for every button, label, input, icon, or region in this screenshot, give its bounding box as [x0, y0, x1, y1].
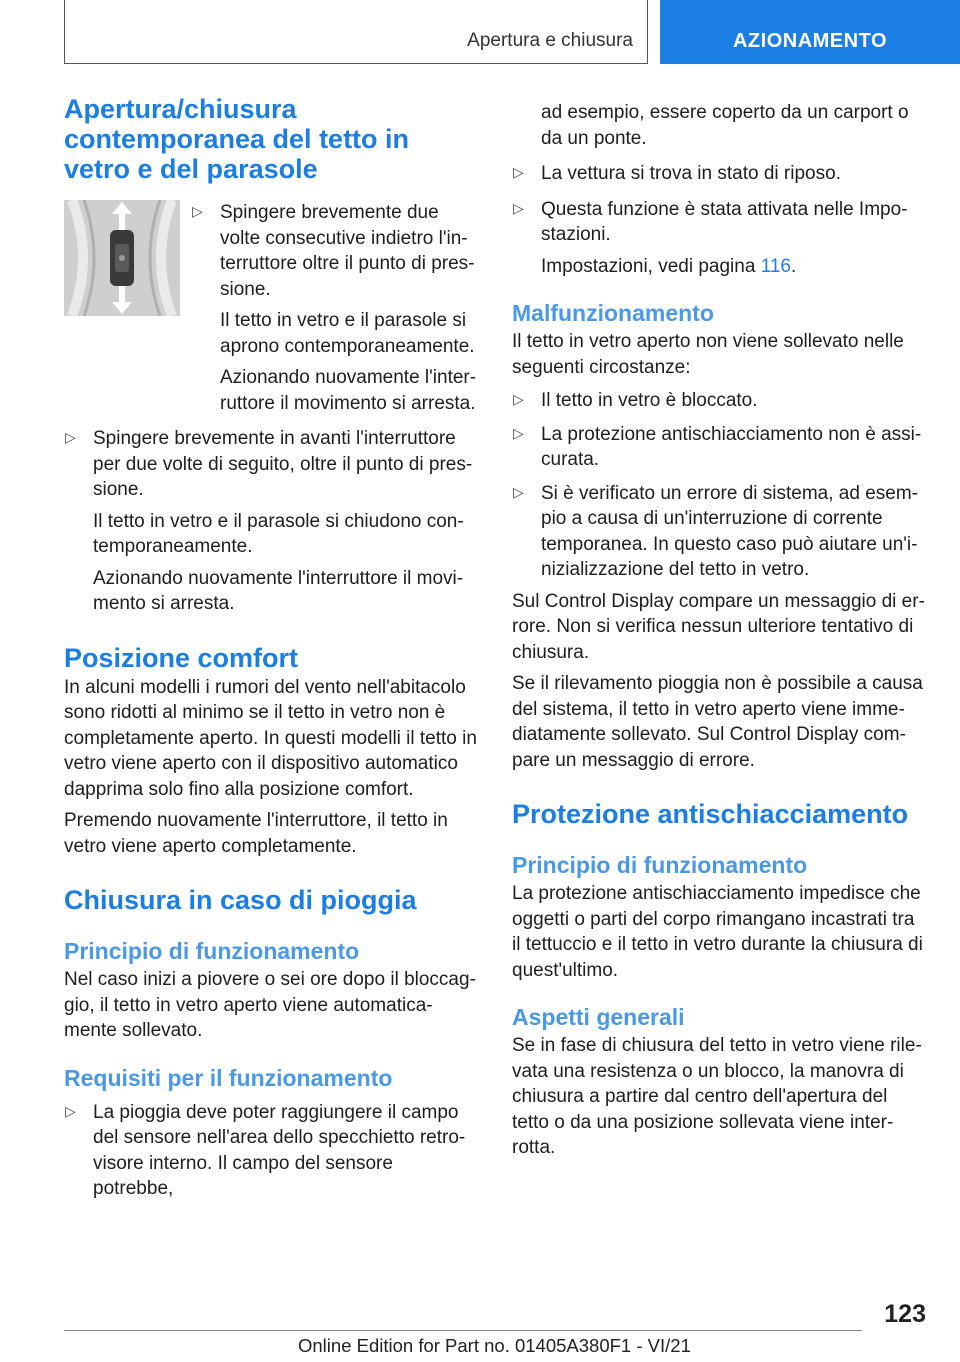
list-item: ▷ Il tetto in vetro è bloccato. — [513, 390, 758, 411]
settings-reference: Impostazioni, vedi pagina 116. — [541, 255, 797, 277]
roof-switch-illustration — [64, 200, 180, 316]
footer-divider — [64, 1330, 862, 1331]
header-frame — [64, 0, 648, 64]
heading-general-aspects: Aspetti generali — [512, 1004, 685, 1030]
roof-switch-icon — [64, 200, 180, 316]
heading-comfort-position: Posizione comfort — [64, 642, 299, 673]
triangle-bullet-icon: ▷ — [513, 483, 524, 500]
pinch-paragraph-1: La protezione antischiacciamento impedisce che oggetti o parti del corpo rimangano incastrati tra il tettuccio e il tetto in vetro durante la chiusura di quest'ultimo. — [512, 883, 923, 981]
heading-pinch-principle: Principio di funzionamento — [512, 852, 808, 878]
heading-malfunction: Malfunzionamento — [512, 300, 714, 326]
switch-figure-block — [64, 200, 478, 416]
list-item: ▷ Spingere brevemente due volte consecutive indietro l'interruttore oltre il punto di pressione. — [192, 202, 475, 300]
heading-pinch-protection: Protezione antischiacciamento — [512, 799, 909, 829]
heading-rain-requirements: Requisiti per il funzionamento — [64, 1064, 393, 1091]
rain-paragraph-1: Nel caso inizi a piovere o sei ore dopo il bloccaggio, il tetto in vetro aperto viene automaticamente sollevato. — [64, 969, 476, 1041]
list-item: ▷ La protezione antischiacciamento non è assicurata. — [513, 423, 922, 470]
triangle-bullet-icon: ▷ — [513, 164, 524, 180]
header-chapter-label: AZIONAMENTO — [732, 30, 887, 52]
edition-note: Online Edition for Part no. 01405A380F1 - VI/21 — [298, 1335, 691, 1356]
page-number: 123 — [884, 1300, 926, 1328]
page-116-link[interactable]: 116 — [760, 255, 791, 277]
triangle-bullet-icon: ▷ — [513, 391, 524, 407]
list-item: ▷ Questa funzione è stata attivata nelle Impostazioni. — [513, 198, 908, 245]
triangle-bullet-icon: ▷ — [65, 429, 76, 445]
triangle-bullet-icon: ▷ — [65, 1102, 76, 1119]
sync-close-result: Il tetto in vetro e il parasole si chiudono contemporaneamente. — [93, 510, 464, 557]
left-column — [64, 94, 478, 1202]
header-chapter-tab — [660, 0, 960, 64]
heading-rain-closing: Chiusura in caso di pioggia — [64, 885, 417, 915]
header-section-title: Apertura e chiusura — [467, 30, 633, 51]
sync-open-result: Il tetto in vetro e il parasole si aprono contemporaneamente. — [220, 310, 475, 357]
requirement-1-continued: ad esempio, essere coperto da un carport o da un ponte. — [541, 102, 909, 149]
triangle-bullet-icon: ▷ — [513, 199, 524, 216]
right-column — [512, 100, 926, 1161]
list-item: ▷ Spingere brevemente in avanti l'interruttore per due volte di seguito, oltre il punto di pressione. — [65, 428, 473, 500]
comfort-paragraph-2: Premendo nuovamente l'interruttore, il tetto in vetro viene aperto completamente. — [64, 810, 448, 857]
triangle-bullet-icon: ▷ — [192, 203, 203, 219]
list-item: ▷ La pioggia deve poter raggiungere il campo del sensore nell'area dello specchietto retrovisore interno. Il campo del sensore potrebbe, — [65, 1101, 466, 1199]
general-paragraph-1: Se in fase di chiusura del tetto in vetro viene rilevata una resistenza o un blocco, la manovra di chiusura a partire dal centro dell'apertura del tetto o da una posizione sollevata viene interrotta. — [512, 1035, 922, 1158]
heading-sync-open-close: Apertura/chiusura contemporanea del tetto in vetro e del parasole — [64, 94, 410, 184]
malfunction-paragraph-3: Se il rilevamento pioggia non è possibile a causa del sistema, il tetto in vetro aperto viene immediatamente sollevato. Sul Control Display compare un messaggio di errore. — [512, 673, 923, 771]
sync-open-stop: Azionando nuovamente l'interruttore il movimento si arresta. — [220, 367, 477, 414]
list-item: ▷ Si è verificato un errore di sistema, ad esempio a causa di un'interruzione di corrente temporanea. In questo caso può aiutare un'inizializzazione del tetto in vetro. — [513, 482, 918, 580]
comfort-paragraph-1: In alcuni modelli i rumori del vento nell'abitacolo sono ridotti al minimo se il tetto in vetro non è completamente aperto. In questi modelli il tetto in vetro viene aperto con il dispositivo automatico dapprima solo fino alla posizione comfort. — [64, 676, 477, 800]
triangle-bullet-icon: ▷ — [513, 424, 524, 441]
malfunction-intro: Il tetto in vetro aperto non viene sollevato nelle seguenti circostanze: — [512, 331, 904, 378]
list-item: ▷ La vettura si trova in stato di riposo. — [513, 163, 841, 184]
heading-rain-principle: Principio di funzionamento — [64, 938, 360, 964]
sync-open-steps — [191, 200, 478, 416]
sync-close-stop: Azionando nuovamente l'interruttore il movimento si arresta. — [93, 567, 464, 614]
malfunction-paragraph-2: Sul Control Display compare un messaggio di errore. Non si verifica nessun ulteriore tentativo di chiusura. — [512, 590, 925, 663]
